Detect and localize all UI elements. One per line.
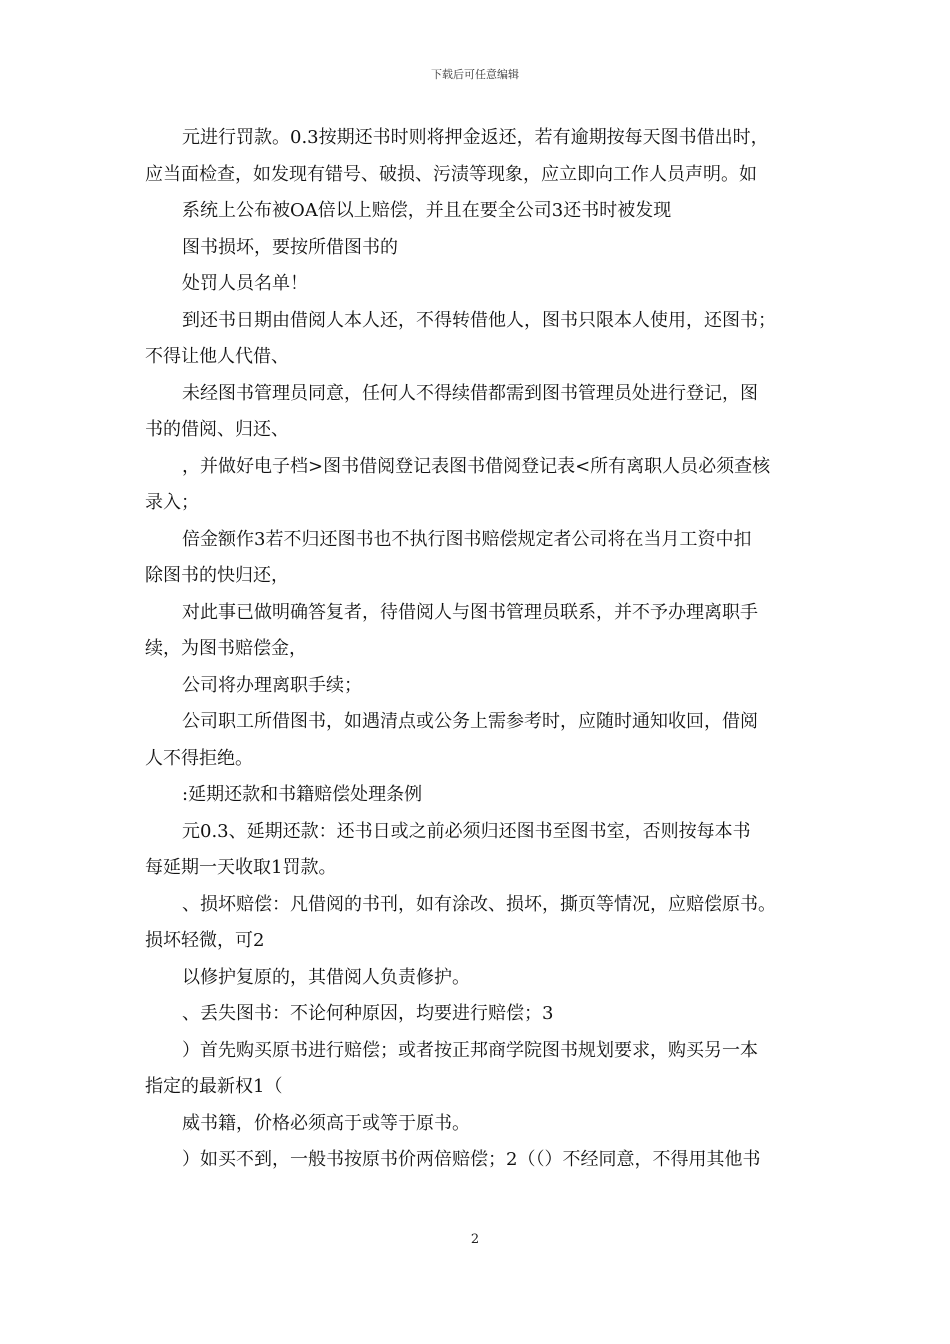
text-line: 书的借阅、归还、: [145, 419, 289, 440]
text-line: 、丢失图书：不论何种原因，均要进行赔偿；3: [182, 1003, 554, 1024]
text-line: 公司职工所借图书，如遇清点或公务上需参考时，应随时通知收回，借阅: [182, 711, 758, 732]
document-body: [145, 120, 811, 1179]
text-line: 未经图书管理员同意，任何人不得续借都需到图书管理员处进行登记，图: [182, 382, 758, 404]
text-line: 以修护复原的，其借阅人负责修护。: [182, 966, 470, 988]
text-line: 每延期一天收取1罚款。: [145, 857, 337, 878]
text-line: 应当面检查，如发现有错号、破损、污渍等现象，应立即向工作人员声明。如: [145, 163, 757, 185]
text-line: 处罚人员名单！: [182, 273, 308, 294]
text-line: :延期还款和书籍赔偿处理条例: [182, 784, 423, 805]
text-line: 公司将办理离职手续；: [182, 674, 362, 696]
text-line: 倍金额作3若不归还图书也不执行图书赔偿规定者公司将在当月工资中扣: [182, 528, 752, 550]
text-line: 人不得拒绝。: [145, 747, 253, 769]
text-line: 到还书日期由借阅人本人还，不得转借他人，图书只限本人使用，还图书；: [182, 309, 776, 331]
text-line: 除图书的快归还，: [145, 565, 289, 586]
text-line: 指定的最新权1（: [145, 1076, 283, 1097]
text-line: 不得让他人代借、: [145, 346, 289, 367]
text-line: 续，为图书赔偿金，: [145, 638, 307, 659]
text-line: 图书损坏，要按所借图书的: [182, 236, 398, 258]
text-line: 录入；: [145, 492, 199, 513]
text-line: 元0.3、延期还款：还书日或之前必须归还图书至图书室，否则按每本书: [182, 820, 751, 842]
text-line: 损坏轻微，可2: [145, 930, 265, 951]
text-line: 元进行罚款。0.3按期还书时则将押金返还，若有逾期按每天图书借出时，: [182, 127, 769, 148]
text-line: 对此事已做明确答复者，待借阅人与图书管理员联系，并不予办理离职手: [182, 601, 758, 623]
page-header: 下载后可任意编辑: [431, 68, 519, 81]
text-line: ）首先购买原书进行赔偿；或者按正邦商学院图书规划要求，购买另一本: [182, 1039, 758, 1061]
text-line: ，并做好电子档>图书借阅登记表图书借阅登记表<所有离职人员必须查核: [182, 455, 771, 477]
text-line: 、损坏赔偿：凡借阅的书刊，如有涂改、损坏，撕页等情况，应赔偿原书。: [182, 893, 776, 915]
text-line: ）如买不到，一般书按原书价两倍赔偿；2（（）不经同意，不得用其他书: [182, 1149, 761, 1170]
text-line: 威书籍，价格必须高于或等于原书。: [182, 1112, 470, 1134]
page-number: 2: [470, 1232, 480, 1247]
text-line: 系统上公布被OA倍以上赔偿，并且在要全公司3还书时被发现: [182, 200, 672, 221]
